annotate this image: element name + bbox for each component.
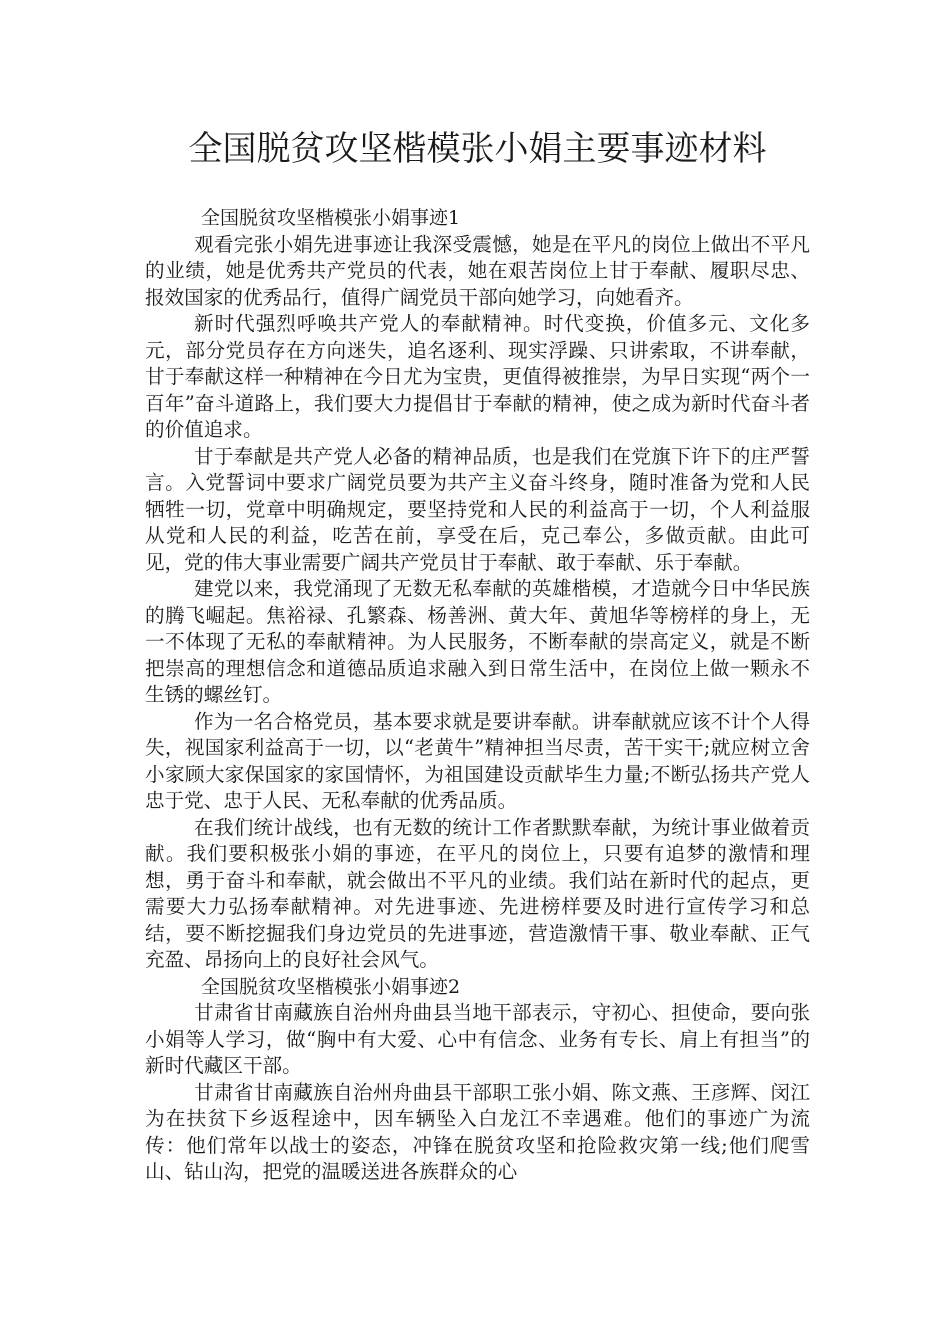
paragraph: 在我们统计战线，也有无数的统计工作者默默奉献，为统计事业做着贡献。我们要积极张小娟的事迹，在平凡的岗位上，只要有追梦的激情和理想，勇于奋斗和奉献，就会做出不平凡的业绩。我们站在新时代的起点，更需要大力弘扬奉献精神。对先进事迹、先进榜样要及时进行宣传学习和总结，要不断挖掘我们身边党员的先进事迹，营造激情干事、敬业奉献、正气充盈、昂扬向上的良好社会风气。 [145, 815, 810, 971]
paragraph: 观看完张小娟先进事迹让我深受震憾，她是在平凡的岗位上做出不平凡的业绩，她是优秀共产党员的代表，她在艰苦岗位上甘于奉献、履职尽忠、报效国家的优秀品行，值得广阔党员干部向她学习，向她看齐。 [145, 232, 810, 309]
section-heading: 全国脱贫攻坚楷模张小娟事迹2 [201, 975, 461, 998]
paragraph: 甘肃省甘南藏族自治州舟曲县当地干部表示，守初心、担使命，要向张小娟等人学习，做“胸中有大爱、心中有信念、业务有专长、肩上有担当”的新时代藏区干部。 [145, 1001, 810, 1077]
paragraph: 建党以来，我党涌现了无数无私奉献的英雄楷模，才造就今日中华民族的腾飞崛起。焦裕禄、孔繁森、杨善洲、黄大年、黄旭华等榜样的身上，无一不体现了无私的奉献精神。为人民服务，不断奉献的崇高定义，就是不断把崇高的理想信念和道德品质追求融入到日常生活中，在岗位上做一颗永不生锈的螺丝钉。 [145, 577, 810, 706]
document-title: 全国脱贫攻坚楷模张小娟主要事迹材料 [188, 129, 767, 169]
section-2 [145, 974, 810, 1186]
paragraph: 甘于奉献是共产党人必备的精神品质，也是我们在党旗下许下的庄严誓言。入党誓词中要求广阔党员要为共产主义奋斗终身，随时准备为党和人民牺牲一切，党章中明确规定，要坚持党和人民的利益高于一切，个人利益服从党和人民的利益，吃苦在前，享受在后，克己奉公，多做贡献。由此可见，党的伟大事业需要广阔共产党员甘于奉献、敢于奉献、乐于奉献。 [145, 444, 810, 574]
document-page [145, 125, 810, 1186]
section-1 [145, 205, 810, 974]
paragraph: 新时代强烈呼唤共产党人的奉献精神。时代变换，价值多元、文化多元，部分党员存在方向迷失，追名逐利、现实浮躁、只讲索取，不讲奉献，甘于奉献这样一种精神在今日尤为宝贵，更值得被推崇，为早日实现“两个一百年”奋斗道路上，我们要大力提倡甘于奉献的精神，使之成为新时代奋斗者的价值追求。 [145, 312, 810, 441]
paragraph: 作为一名合格党员，基本要求就是要讲奉献。讲奉献就应该不计个人得失，视国家利益高于一切，以“老黄牛”精神担当尽责，苦干实干;就应树立舍小家顾大家保国家的家国情怀，为祖国建设贡献毕生力量;不断弘扬共产党人忠于党、忠于人民、无私奉献的优秀品质。 [145, 709, 810, 812]
paragraph: 甘肃省甘南藏族自治州舟曲县干部职工张小娟、陈文燕、王彦辉、闵江为在扶贫下乡返程途中，因车辆坠入白龙江不幸遇难。他们的事迹广为流传：他们常年以战士的姿态，冲锋在脱贫攻坚和抢险救灾第一线;他们爬雪山、钻山沟，把党的温暖送进各族群众的心 [145, 1080, 810, 1183]
section-heading: 全国脱贫攻坚楷模张小娟事迹1 [201, 207, 461, 229]
